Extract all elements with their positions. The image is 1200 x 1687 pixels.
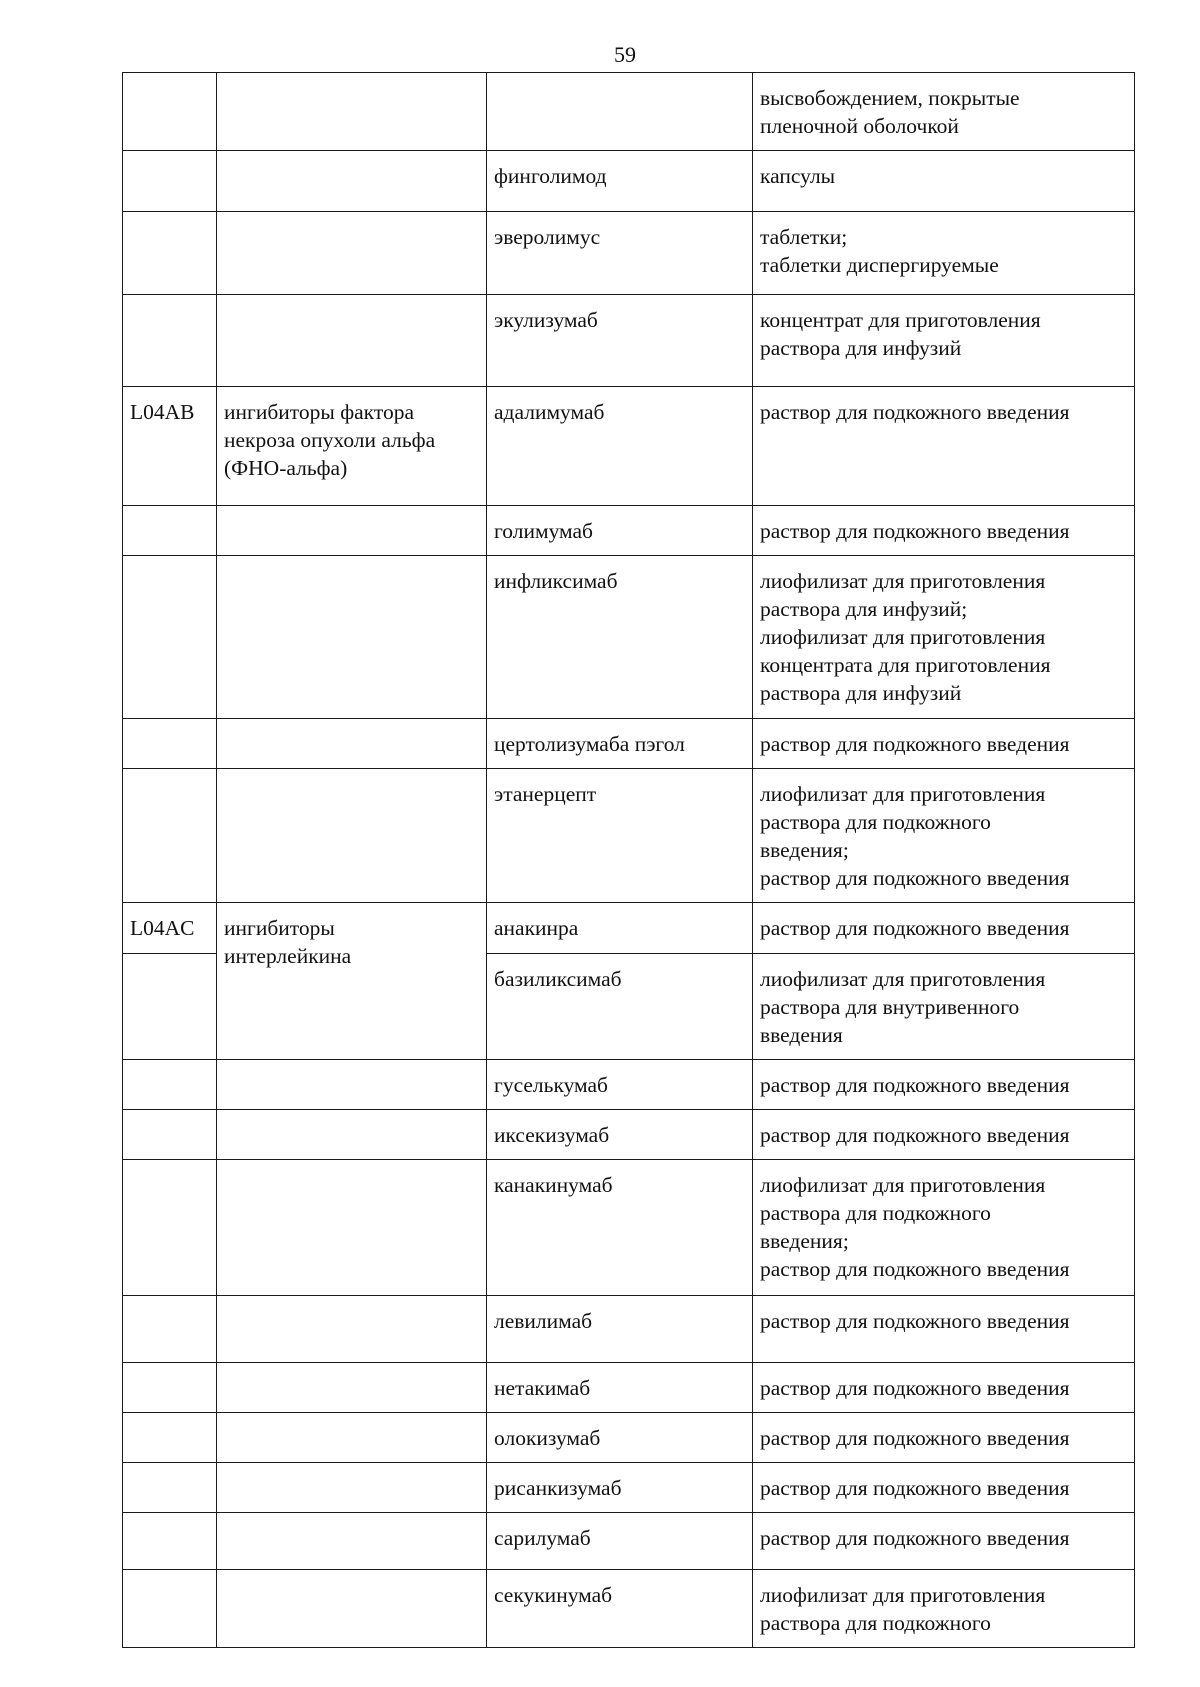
drug-name-cell: базиликсимаб xyxy=(487,954,753,1060)
pharmacological-group-cell xyxy=(217,1160,487,1296)
drug-name-cell: цертолизумаба пэгол xyxy=(487,719,753,769)
pharmacological-group-cell xyxy=(217,73,487,151)
table-row xyxy=(123,556,1135,719)
dosage-form-cell: раствор для подкожного введения xyxy=(753,1110,1135,1160)
pharmacological-group-cell xyxy=(217,556,487,719)
pharmacological-group-cell xyxy=(217,1463,487,1513)
dosage-form-cell: раствор для подкожного введения xyxy=(753,1060,1135,1110)
table-row xyxy=(123,1160,1135,1296)
drug-name-cell: эверолимус xyxy=(487,212,753,295)
atc-code-cell xyxy=(123,1060,217,1110)
atc-code-cell: L04AC xyxy=(123,903,217,954)
table-row xyxy=(123,387,1135,506)
atc-code-cell xyxy=(123,1413,217,1463)
table-row xyxy=(123,1513,1135,1570)
atc-code-cell xyxy=(123,295,217,387)
drug-name-cell: экулизумаб xyxy=(487,295,753,387)
table-row xyxy=(123,1570,1135,1648)
table-row xyxy=(123,295,1135,387)
atc-code-cell xyxy=(123,719,217,769)
table-row xyxy=(123,903,1135,954)
dosage-form-cell: капсулы xyxy=(753,151,1135,212)
drug-name-cell: иксекизумаб xyxy=(487,1110,753,1160)
drug-name-cell xyxy=(487,73,753,151)
table-row xyxy=(123,1463,1135,1513)
pharmacological-group-cell xyxy=(217,1513,487,1570)
atc-code-cell xyxy=(123,1513,217,1570)
pharmacological-group-cell xyxy=(217,212,487,295)
drug-name-cell: сарилумаб xyxy=(487,1513,753,1570)
drug-name-cell: инфликсимаб xyxy=(487,556,753,719)
drug-name-cell: рисанкизумаб xyxy=(487,1463,753,1513)
drug-name-cell: секукинумаб xyxy=(487,1570,753,1648)
atc-code-cell xyxy=(123,1110,217,1160)
table-row xyxy=(123,1363,1135,1413)
drug-name-cell: левилимаб xyxy=(487,1296,753,1363)
atc-code-cell xyxy=(123,506,217,556)
drug-name-cell: финголимод xyxy=(487,151,753,212)
dosage-form-cell: таблетки; таблетки диспергируемые xyxy=(753,212,1135,295)
dosage-form-cell: лиофилизат для приготовления раствора для подкожного введения; раствор для подкожного введения xyxy=(753,1160,1135,1296)
table-row xyxy=(123,212,1135,295)
atc-code-cell xyxy=(123,212,217,295)
dosage-form-cell: раствор для подкожного введения xyxy=(753,1463,1135,1513)
atc-code-cell xyxy=(123,1570,217,1648)
table-row xyxy=(123,151,1135,212)
pharmacological-group-cell xyxy=(217,295,487,387)
dosage-form-cell: раствор для подкожного введения xyxy=(753,1413,1135,1463)
pharmacological-group-cell xyxy=(217,1110,487,1160)
table-row xyxy=(123,73,1135,151)
atc-code-cell xyxy=(123,556,217,719)
dosage-form-cell: лиофилизат для приготовления раствора для подкожного xyxy=(753,1570,1135,1648)
dosage-form-cell: лиофилизат для приготовления раствора для подкожного введения; раствор для подкожного введения xyxy=(753,769,1135,903)
table-row xyxy=(123,1060,1135,1110)
pharmacological-group-cell xyxy=(217,1363,487,1413)
drug-name-cell: гуселькумаб xyxy=(487,1060,753,1110)
pharmacological-group-cell xyxy=(217,1296,487,1363)
dosage-form-cell: высвобождением, покрытые пленочной оболочкой xyxy=(753,73,1135,151)
atc-code-cell xyxy=(123,1363,217,1413)
pharmacological-group-cell xyxy=(217,1413,487,1463)
dosage-form-cell: раствор для подкожного введения xyxy=(753,719,1135,769)
dosage-form-cell: раствор для подкожного введения xyxy=(753,903,1135,954)
pharmacological-group-cell xyxy=(217,769,487,903)
pharmacological-group-cell xyxy=(217,1060,487,1110)
drug-name-cell: канакинумаб xyxy=(487,1160,753,1296)
atc-code-cell xyxy=(123,73,217,151)
atc-code-cell xyxy=(123,151,217,212)
table-row xyxy=(123,1110,1135,1160)
page-number: 59 xyxy=(614,42,636,67)
table-row xyxy=(123,769,1135,903)
drug-name-cell: голимумаб xyxy=(487,506,753,556)
pharmacological-group-cell xyxy=(217,1570,487,1648)
atc-code-cell xyxy=(123,769,217,903)
atc-code-cell: L04AB xyxy=(123,387,217,506)
dosage-form-cell: раствор для подкожного введения xyxy=(753,1296,1135,1363)
pharmacological-group-cell xyxy=(217,719,487,769)
pharmacological-group-cell: ингибиторы фактора некроза опухоли альфа (ФНО-альфа) xyxy=(217,387,487,506)
table-row xyxy=(123,1296,1135,1363)
atc-code-cell xyxy=(123,1160,217,1296)
table-row xyxy=(123,1413,1135,1463)
drug-name-cell: нетакимаб xyxy=(487,1363,753,1413)
pharmacological-group-cell: ингибиторы интерлейкина xyxy=(217,903,487,1060)
pharmacological-group-cell xyxy=(217,506,487,556)
table-row xyxy=(123,719,1135,769)
drug-name-cell: анакинра xyxy=(487,903,753,954)
dosage-form-cell: лиофилизат для приготовления раствора для инфузий; лиофилизат для приготовления концентрата для приготовления раствора для инфузий xyxy=(753,556,1135,719)
dosage-form-cell: раствор для подкожного введения xyxy=(753,387,1135,506)
drug-table xyxy=(122,72,1135,1648)
drug-name-cell: адалимумаб xyxy=(487,387,753,506)
table-row xyxy=(123,506,1135,556)
pharmacological-group-cell xyxy=(217,151,487,212)
dosage-form-cell: лиофилизат для приготовления раствора для внутривенного введения xyxy=(753,954,1135,1060)
atc-code-cell xyxy=(123,1463,217,1513)
dosage-form-cell: раствор для подкожного введения xyxy=(753,1363,1135,1413)
drug-name-cell: олокизумаб xyxy=(487,1413,753,1463)
drug-name-cell: этанерцепт xyxy=(487,769,753,903)
atc-code-cell xyxy=(123,1296,217,1363)
dosage-form-cell: концентрат для приготовления раствора для инфузий xyxy=(753,295,1135,387)
dosage-form-cell: раствор для подкожного введения xyxy=(753,506,1135,556)
atc-code-cell xyxy=(123,954,217,1060)
dosage-form-cell: раствор для подкожного введения xyxy=(753,1513,1135,1570)
